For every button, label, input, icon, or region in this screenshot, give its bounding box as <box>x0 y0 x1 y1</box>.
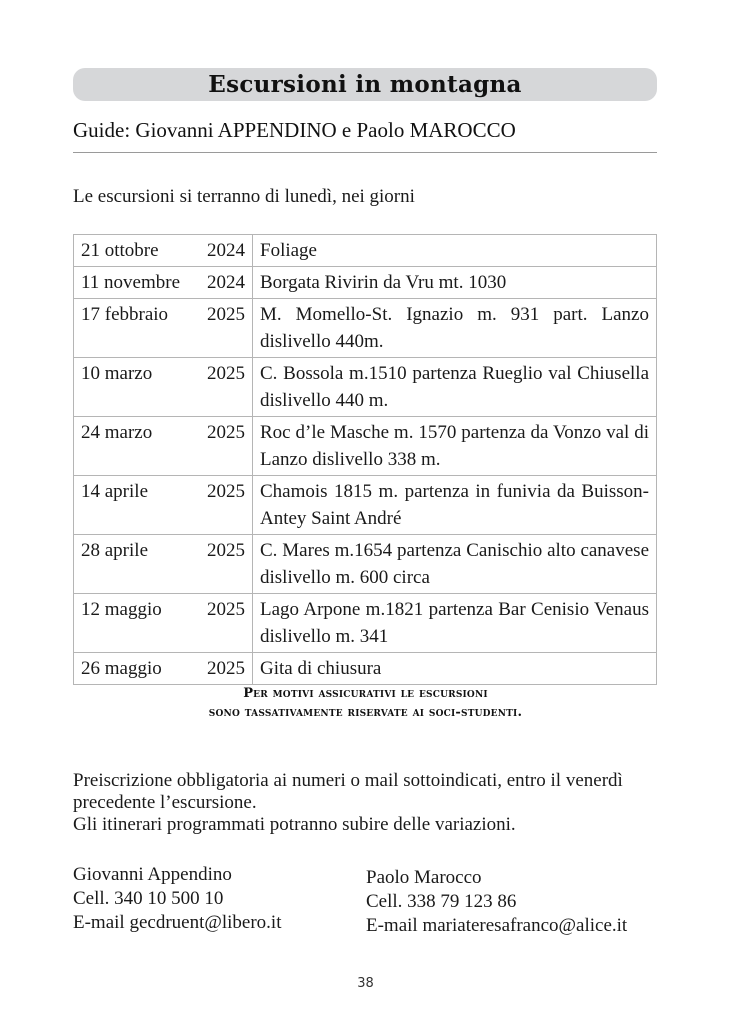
description-cell: Borgata Rivirin da Vru mt. 1030 <box>253 267 657 299</box>
registration-info <box>73 770 663 836</box>
schedule-row <box>74 476 657 535</box>
date-cell <box>74 653 253 685</box>
date-day: 17 febbraio <box>81 304 169 325</box>
date-cell <box>74 476 253 535</box>
date-cell <box>74 299 253 358</box>
schedule-table <box>73 234 657 685</box>
date-year: 2025 <box>207 481 245 502</box>
notice-line-2: sono tassativamente riservate ai soci-studenti. <box>208 705 523 720</box>
schedule-row <box>74 653 657 685</box>
date-day: 14 aprile <box>81 481 149 502</box>
divider <box>73 152 657 153</box>
intro-text: Le escursioni si terranno di lunedì, nei giorni <box>73 186 415 207</box>
date-day: 24 marzo <box>81 422 153 443</box>
contact-email: E-mail gecdruent@libero.it <box>73 912 282 933</box>
contact-phone: Cell. 340 10 500 10 <box>73 888 224 909</box>
contact-appendino <box>73 863 281 935</box>
date-cell <box>74 417 253 476</box>
description-cell: M. Momello-St. Ignazio m. 931 part. Lanzo dislivello 440m. <box>253 299 657 358</box>
description-cell: Foliage <box>253 235 657 267</box>
description-cell: Gita di chiusura <box>253 653 657 685</box>
title-banner <box>73 68 657 101</box>
date-year: 2024 <box>207 240 245 261</box>
date-cell <box>74 535 253 594</box>
description-cell: Chamois 1815 m. partenza in funivia da Buisson-Antey Saint André <box>253 476 657 535</box>
date-year: 2024 <box>207 272 245 293</box>
schedule-row <box>74 235 657 267</box>
description-cell: Lago Arpone m.1821 partenza Bar Cenisio Venaus dislivello m. 341 <box>253 594 657 653</box>
date-day: 12 maggio <box>81 599 162 620</box>
contact-email: E-mail mariateresafranco@alice.it <box>366 915 628 936</box>
date-cell <box>74 235 253 267</box>
date-cell <box>74 594 253 653</box>
contact-name: Giovanni Appendino <box>73 864 232 885</box>
schedule-row <box>74 299 657 358</box>
contact-phone: Cell. 338 79 123 86 <box>366 891 517 912</box>
date-year: 2025 <box>207 363 245 384</box>
date-year: 2025 <box>207 422 245 443</box>
schedule-row <box>74 267 657 299</box>
date-year: 2025 <box>207 304 245 325</box>
page-number: 38 <box>357 976 374 991</box>
date-day: 11 novembre <box>81 272 181 293</box>
date-cell <box>74 358 253 417</box>
schedule-row <box>74 417 657 476</box>
schedule-row <box>74 594 657 653</box>
description-cell: C. Bossola m.1510 partenza Rueglio val Chiusella dislivello 440 m. <box>253 358 657 417</box>
contact-marocco <box>366 866 627 938</box>
schedule-row <box>74 358 657 417</box>
registration-text: Preiscrizione obbligatoria ai numeri o mail sottoindicati, entro il venerdì precedente l’escursione. <box>73 770 623 813</box>
date-day: 21 ottobre <box>81 240 159 261</box>
date-day: 10 marzo <box>81 363 153 384</box>
date-day: 28 aprile <box>81 540 149 561</box>
notice-line-1: Per motivi assicurativi le escursioni <box>243 686 488 701</box>
variations-text: Gli itinerari programmati potranno subire delle variazioni. <box>73 814 516 835</box>
date-year: 2025 <box>207 599 245 620</box>
date-year: 2025 <box>207 540 245 561</box>
guides-heading: Guide: Giovanni APPENDINO e Paolo MAROCCO <box>73 118 516 142</box>
date-cell <box>74 267 253 299</box>
page-title: Escursioni in montagna <box>208 71 522 98</box>
schedule-row <box>74 535 657 594</box>
contact-name: Paolo Marocco <box>366 867 482 888</box>
description-cell: C. Mares m.1654 partenza Canischio alto canavese dislivello m. 600 circa <box>253 535 657 594</box>
date-year: 2025 <box>207 658 245 679</box>
date-day: 26 maggio <box>81 658 162 679</box>
description-cell: Roc d’le Masche m. 1570 partenza da Vonzo val di Lanzo dislivello 338 m. <box>253 417 657 476</box>
